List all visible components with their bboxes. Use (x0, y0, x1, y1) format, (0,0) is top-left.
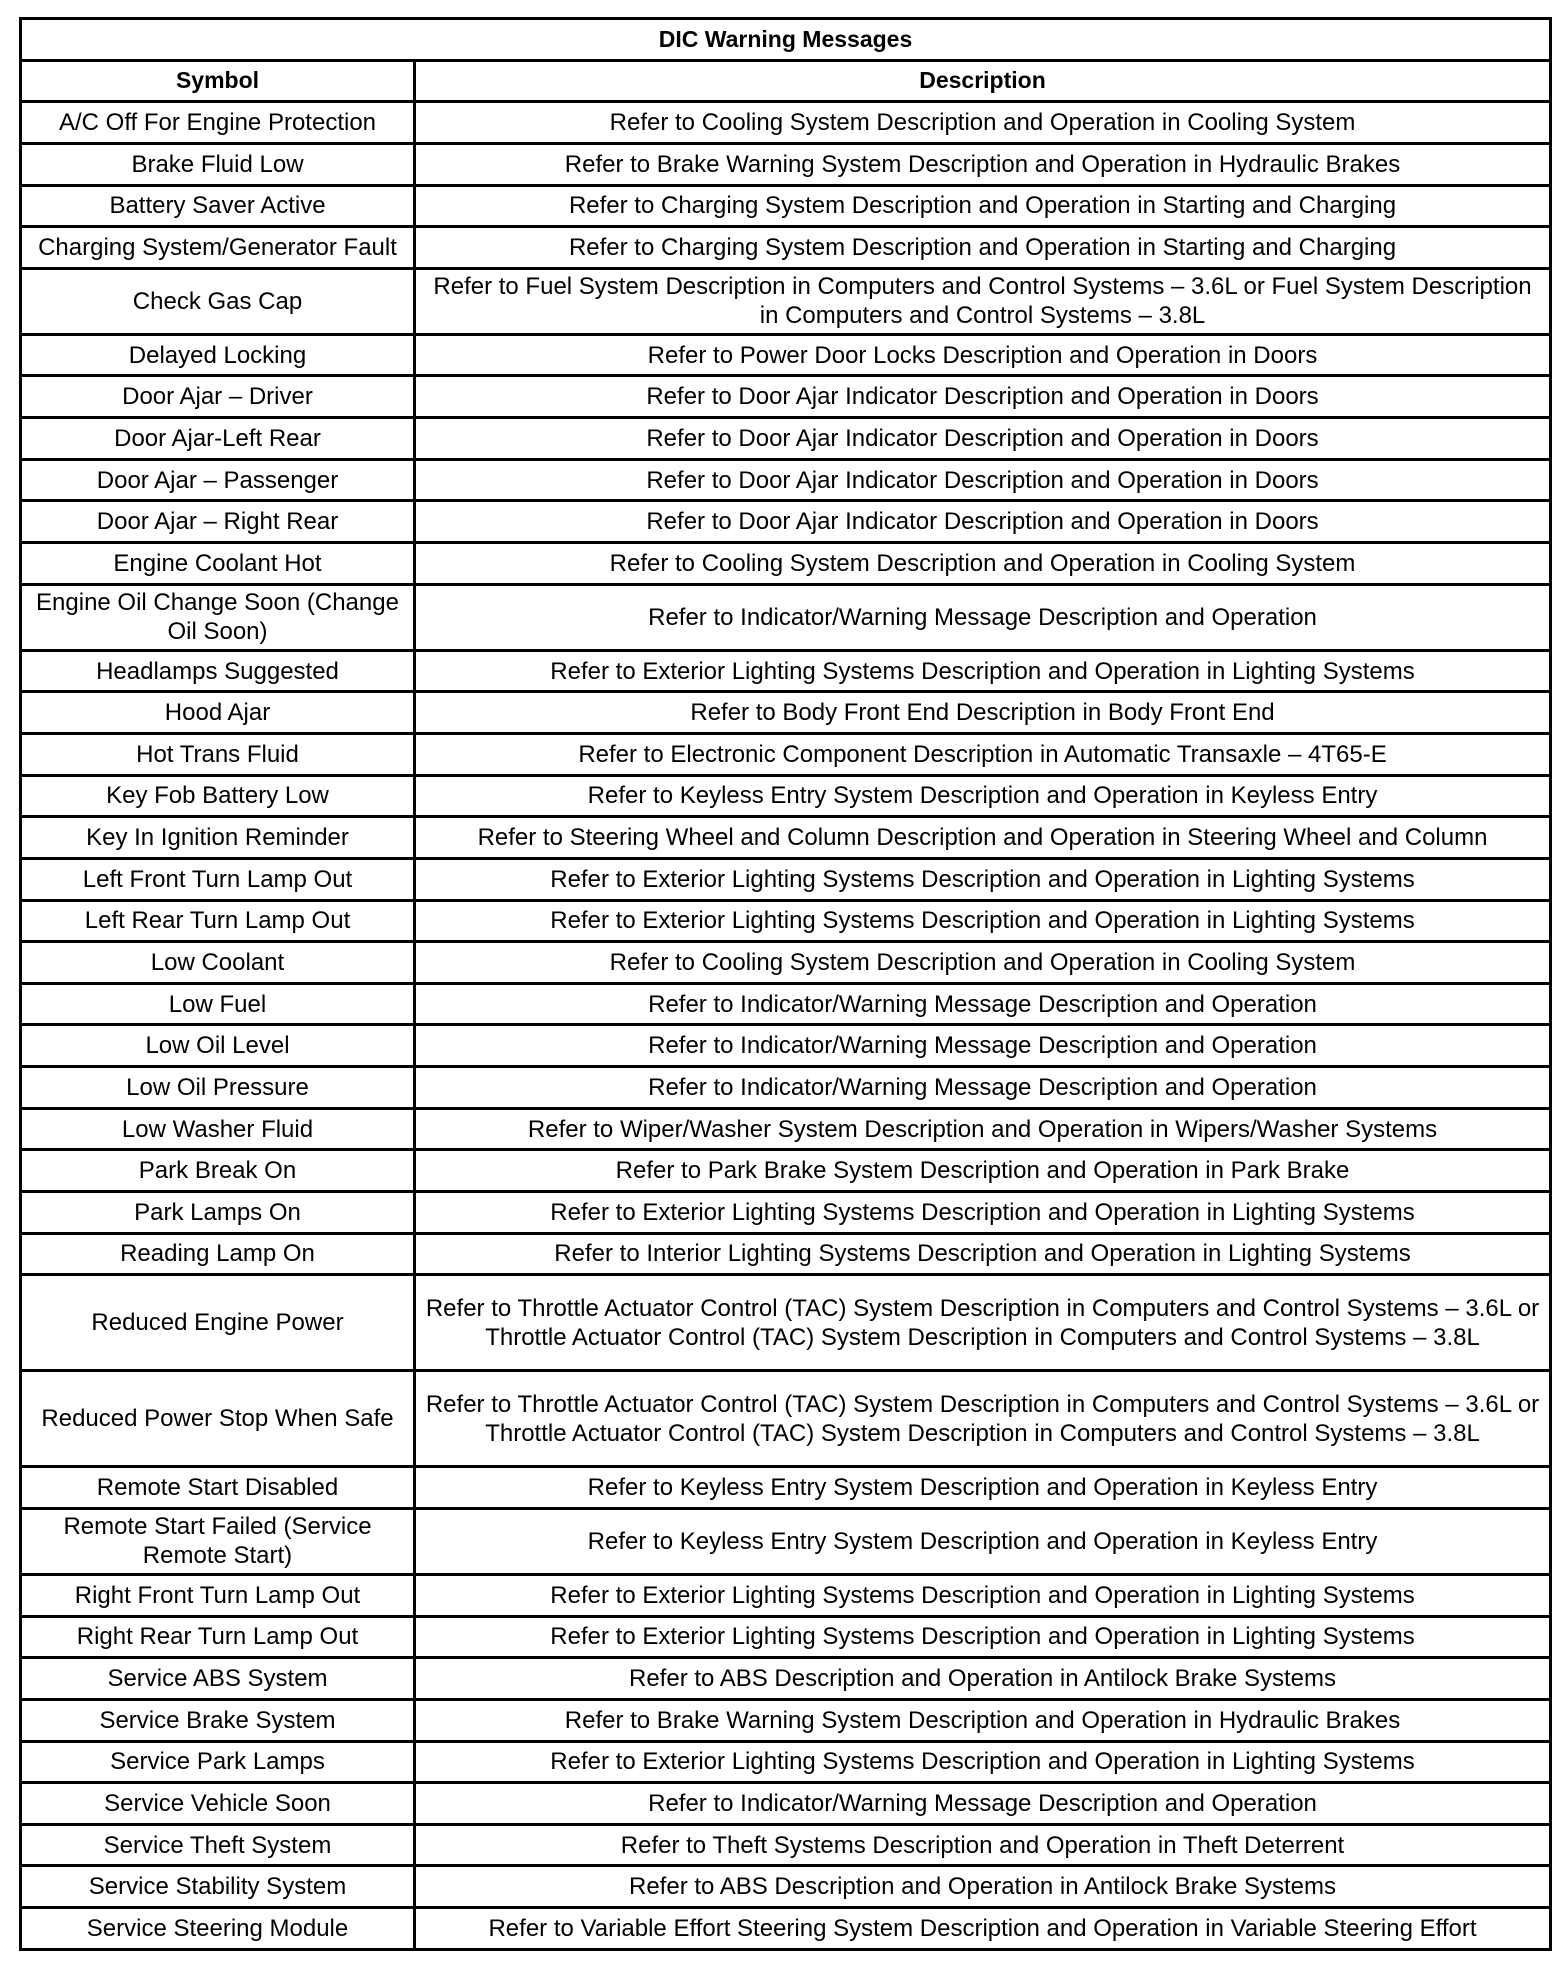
symbol-cell: Reduced Power Stop When Safe (21, 1371, 415, 1467)
symbol-cell: Hot Trans Fluid (21, 733, 415, 775)
symbol-cell: A/C Off For Engine Protection (21, 102, 415, 144)
table-row (21, 584, 1551, 650)
description-cell: Refer to Charging System Description and Operation in Starting and Charging (415, 227, 1551, 269)
description-cell: Refer to ABS Description and Operation in Antilock Brake Systems (415, 1866, 1551, 1908)
symbol-cell: Key In Ignition Reminder (21, 817, 415, 859)
table-row (21, 1467, 1551, 1509)
table-row (21, 376, 1551, 418)
symbol-cell: Low Coolant (21, 942, 415, 984)
symbol-cell: Battery Saver Active (21, 185, 415, 227)
symbol-cell: Service Vehicle Soon (21, 1783, 415, 1825)
description-cell: Refer to ABS Description and Operation in Antilock Brake Systems (415, 1658, 1551, 1700)
table-row (21, 1908, 1551, 1950)
description-cell: Refer to Exterior Lighting Systems Description and Operation in Lighting Systems (415, 900, 1551, 942)
symbol-cell: Service Steering Module (21, 1908, 415, 1950)
dic-warning-messages-table (19, 17, 1552, 1951)
symbol-cell: Delayed Locking (21, 334, 415, 376)
description-cell: Refer to Indicator/Warning Message Description and Operation (415, 1783, 1551, 1825)
symbol-cell: Remote Start Failed (Service Remote Start) (21, 1508, 415, 1574)
description-cell: Refer to Door Ajar Indicator Description and Operation in Doors (415, 418, 1551, 460)
table-row (21, 1574, 1551, 1616)
table-row (21, 983, 1551, 1025)
description-cell: Refer to Exterior Lighting Systems Description and Operation in Lighting Systems (415, 1741, 1551, 1783)
table-row (21, 1275, 1551, 1371)
symbol-cell: Reduced Engine Power (21, 1275, 415, 1371)
table-row (21, 1783, 1551, 1825)
symbol-cell: Low Fuel (21, 983, 415, 1025)
description-cell: Refer to Door Ajar Indicator Description and Operation in Doors (415, 376, 1551, 418)
symbol-cell: Service Brake System (21, 1699, 415, 1741)
table-row (21, 1824, 1551, 1866)
table-row (21, 1067, 1551, 1109)
table-row (21, 185, 1551, 227)
table-row (21, 227, 1551, 269)
table-row (21, 459, 1551, 501)
description-cell: Refer to Brake Warning System Description and Operation in Hydraulic Brakes (415, 1699, 1551, 1741)
symbol-cell: Engine Oil Change Soon (Change Oil Soon) (21, 584, 415, 650)
description-cell: Refer to Keyless Entry System Description and Operation in Keyless Entry (415, 1467, 1551, 1509)
description-cell: Refer to Indicator/Warning Message Description and Operation (415, 983, 1551, 1025)
symbol-cell: Headlamps Suggested (21, 650, 415, 692)
symbol-cell: Key Fob Battery Low (21, 775, 415, 817)
description-cell: Refer to Electronic Component Description in Automatic Transaxle – 4T65-E (415, 733, 1551, 775)
symbol-cell: Service Stability System (21, 1866, 415, 1908)
description-cell: Refer to Fuel System Description in Computers and Control Systems – 3.6L or Fuel System Description in Computers and Control Systems – 3.8L (415, 268, 1551, 334)
table-row (21, 942, 1551, 984)
description-cell: Refer to Variable Effort Steering System Description and Operation in Variable Steering Effort (415, 1908, 1551, 1950)
description-cell: Refer to Cooling System Description and Operation in Cooling System (415, 942, 1551, 984)
description-cell: Refer to Exterior Lighting Systems Description and Operation in Lighting Systems (415, 1192, 1551, 1234)
table-row (21, 692, 1551, 734)
table-row (21, 817, 1551, 859)
symbol-cell: Low Oil Level (21, 1025, 415, 1067)
table-row (21, 1192, 1551, 1234)
symbol-cell: Brake Fluid Low (21, 143, 415, 185)
symbol-cell: Right Front Turn Lamp Out (21, 1574, 415, 1616)
table-row (21, 650, 1551, 692)
description-cell: Refer to Throttle Actuator Control (TAC) System Description in Computers and Control Systems – 3.6L or Throttle Actuator Control (TAC) System Description in Computers and Control Systems – 3.8L (415, 1275, 1551, 1371)
table-row (21, 1741, 1551, 1783)
table-row (21, 1108, 1551, 1150)
table-row (21, 1508, 1551, 1574)
table-row (21, 775, 1551, 817)
table-row (21, 334, 1551, 376)
symbol-cell: Park Break On (21, 1150, 415, 1192)
symbol-cell: Door Ajar – Right Rear (21, 501, 415, 543)
column-header-symbol: Symbol (21, 60, 415, 102)
table-row (21, 1150, 1551, 1192)
symbol-cell: Service ABS System (21, 1658, 415, 1700)
description-cell: Refer to Keyless Entry System Description and Operation in Keyless Entry (415, 775, 1551, 817)
table-body (21, 102, 1551, 1949)
symbol-cell: Door Ajar – Passenger (21, 459, 415, 501)
table-row (21, 143, 1551, 185)
symbol-cell: Engine Coolant Hot (21, 543, 415, 585)
description-cell: Refer to Exterior Lighting Systems Description and Operation in Lighting Systems (415, 650, 1551, 692)
table-row (21, 858, 1551, 900)
description-cell: Refer to Indicator/Warning Message Description and Operation (415, 584, 1551, 650)
description-cell: Refer to Exterior Lighting Systems Description and Operation in Lighting Systems (415, 858, 1551, 900)
description-cell: Refer to Door Ajar Indicator Description and Operation in Doors (415, 501, 1551, 543)
table-row (21, 543, 1551, 585)
description-cell: Refer to Power Door Locks Description and Operation in Doors (415, 334, 1551, 376)
description-cell: Refer to Cooling System Description and Operation in Cooling System (415, 102, 1551, 144)
description-cell: Refer to Throttle Actuator Control (TAC) System Description in Computers and Control Systems – 3.6L or Throttle Actuator Control (TAC) System Description in Computers and Control Systems – 3.8L (415, 1371, 1551, 1467)
description-cell: Refer to Interior Lighting Systems Description and Operation in Lighting Systems (415, 1233, 1551, 1275)
description-cell: Refer to Cooling System Description and Operation in Cooling System (415, 543, 1551, 585)
table-row (21, 268, 1551, 334)
description-cell: Refer to Indicator/Warning Message Description and Operation (415, 1025, 1551, 1067)
description-cell: Refer to Keyless Entry System Description and Operation in Keyless Entry (415, 1508, 1551, 1574)
description-cell: Refer to Wiper/Washer System Description and Operation in Wipers/Washer Systems (415, 1108, 1551, 1150)
table-row (21, 501, 1551, 543)
symbol-cell: Left Rear Turn Lamp Out (21, 900, 415, 942)
table-row (21, 1699, 1551, 1741)
symbol-cell: Check Gas Cap (21, 268, 415, 334)
description-cell: Refer to Body Front End Description in Body Front End (415, 692, 1551, 734)
symbol-cell: Door Ajar – Driver (21, 376, 415, 418)
description-cell: Refer to Exterior Lighting Systems Description and Operation in Lighting Systems (415, 1616, 1551, 1658)
description-cell: Refer to Indicator/Warning Message Description and Operation (415, 1067, 1551, 1109)
description-cell: Refer to Charging System Description and Operation in Starting and Charging (415, 185, 1551, 227)
symbol-cell: Hood Ajar (21, 692, 415, 734)
table-title: DIC Warning Messages (21, 19, 1551, 61)
table-header-row (21, 60, 1551, 102)
table-row (21, 733, 1551, 775)
symbol-cell: Remote Start Disabled (21, 1467, 415, 1509)
description-cell: Refer to Door Ajar Indicator Description and Operation in Doors (415, 459, 1551, 501)
table-row (21, 102, 1551, 144)
symbol-cell: Reading Lamp On (21, 1233, 415, 1275)
symbol-cell: Charging System/Generator Fault (21, 227, 415, 269)
table-title-row (21, 19, 1551, 61)
symbol-cell: Low Washer Fluid (21, 1108, 415, 1150)
description-cell: Refer to Brake Warning System Description and Operation in Hydraulic Brakes (415, 143, 1551, 185)
symbol-cell: Door Ajar-Left Rear (21, 418, 415, 460)
symbol-cell: Service Park Lamps (21, 1741, 415, 1783)
table-row (21, 900, 1551, 942)
description-cell: Refer to Exterior Lighting Systems Description and Operation in Lighting Systems (415, 1574, 1551, 1616)
table-row (21, 1371, 1551, 1467)
table-row (21, 1658, 1551, 1700)
table-row (21, 418, 1551, 460)
table-row (21, 1025, 1551, 1067)
description-cell: Refer to Steering Wheel and Column Description and Operation in Steering Wheel and Column (415, 817, 1551, 859)
table-row (21, 1616, 1551, 1658)
symbol-cell: Right Rear Turn Lamp Out (21, 1616, 415, 1658)
symbol-cell: Low Oil Pressure (21, 1067, 415, 1109)
table-row (21, 1233, 1551, 1275)
column-header-description: Description (415, 60, 1551, 102)
table-row (21, 1866, 1551, 1908)
description-cell: Refer to Park Brake System Description and Operation in Park Brake (415, 1150, 1551, 1192)
symbol-cell: Park Lamps On (21, 1192, 415, 1234)
description-cell: Refer to Theft Systems Description and Operation in Theft Deterrent (415, 1824, 1551, 1866)
symbol-cell: Left Front Turn Lamp Out (21, 858, 415, 900)
symbol-cell: Service Theft System (21, 1824, 415, 1866)
